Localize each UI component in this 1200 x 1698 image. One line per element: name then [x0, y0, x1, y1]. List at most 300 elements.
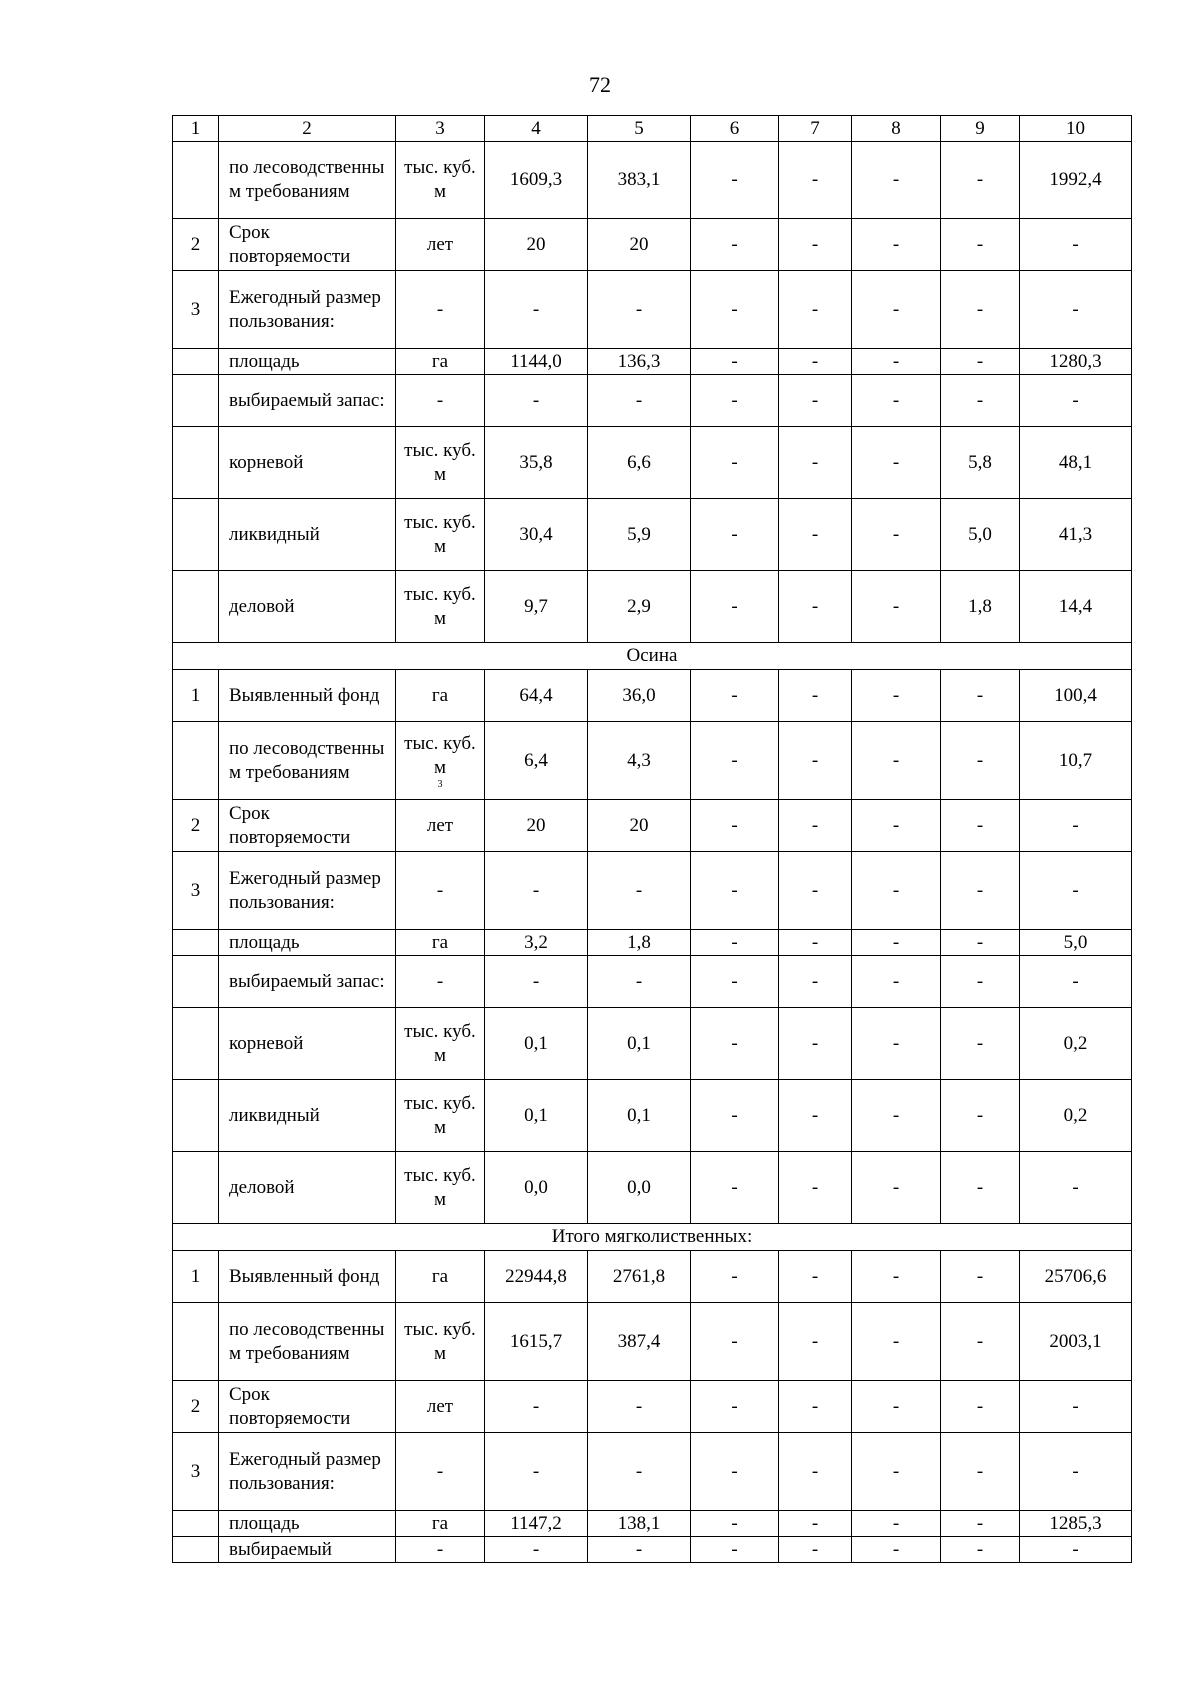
- cell-text: 3: [190, 1460, 201, 1482]
- table-cell: [219, 1537, 396, 1563]
- cell-text: 383,1: [617, 169, 661, 190]
- table-cell: [219, 1433, 396, 1511]
- cell-text: тыс. куб. м: [404, 732, 476, 778]
- table-cell: [485, 349, 588, 375]
- cell-text: -: [436, 1538, 444, 1560]
- table-cell: [852, 1303, 941, 1381]
- cell-text: -: [731, 595, 738, 617]
- cell-text: -: [532, 879, 540, 901]
- cell-text: выбираемый запас:: [229, 389, 385, 411]
- table-cell: [485, 375, 588, 427]
- table-row: [173, 427, 1132, 499]
- table-cell: [779, 271, 852, 349]
- table-cell: [779, 375, 852, 427]
- cell-text: 20: [526, 814, 546, 836]
- table-cell: [588, 571, 691, 643]
- column-header: 2: [219, 116, 396, 142]
- cell-text: тыс. куб. м: [404, 511, 476, 557]
- cell-text: тыс. куб. м: [404, 157, 476, 202]
- table-cell: [173, 1251, 219, 1303]
- table-cell: [691, 1381, 779, 1433]
- table-cell: [779, 219, 852, 271]
- table-cell: [485, 1303, 588, 1381]
- cell-text: 100,4: [1054, 684, 1097, 706]
- table-cell: [588, 1511, 691, 1537]
- cell-text: -: [976, 1104, 984, 1126]
- cell-text: 30,4: [519, 523, 553, 545]
- table-cell: [485, 956, 588, 1008]
- table-cell: [485, 219, 588, 271]
- table-cell: [219, 670, 396, 722]
- table-cell: [852, 271, 941, 349]
- table-cell: [396, 499, 485, 571]
- column-header: 7: [779, 116, 852, 142]
- table-cell: [588, 852, 691, 930]
- cell-text: 0,1: [524, 1104, 548, 1126]
- column-header: 4: [485, 116, 588, 142]
- cell-text: по лесоводственны м требованиям: [229, 157, 385, 202]
- table-cell: [396, 571, 485, 643]
- cell-text: Ежегодный размер пользования:: [229, 286, 381, 332]
- cell-text: -: [731, 1104, 738, 1126]
- cell-text: 4,3: [627, 749, 651, 771]
- table-row: [173, 375, 1132, 427]
- table-cell: [485, 722, 588, 800]
- cell-text: площадь: [229, 1512, 300, 1534]
- table-cell: [219, 956, 396, 1008]
- table-cell: [779, 1008, 852, 1080]
- cell-text: -: [731, 233, 738, 255]
- table-cell: [588, 375, 691, 427]
- table-cell: [941, 427, 1020, 499]
- table-cell: [485, 1251, 588, 1303]
- cell-text: 48,1: [1058, 451, 1093, 473]
- table-cell: [219, 427, 396, 499]
- cell-text: тыс. куб. м: [404, 1164, 476, 1210]
- table-cell: [173, 956, 219, 1008]
- table-row: [173, 349, 1132, 375]
- table-cell: [588, 1381, 691, 1433]
- cell-text: 1,8: [627, 931, 651, 953]
- cell-text: 136,3: [617, 350, 661, 372]
- cell-mark: 3: [437, 778, 443, 790]
- cell-text: 0,2: [1063, 1104, 1088, 1126]
- cell-text: 25706,6: [1044, 1265, 1107, 1287]
- cell-text: -: [811, 931, 819, 953]
- section-row: [173, 643, 1132, 670]
- cell-text: ликвидный: [229, 1104, 320, 1126]
- cell-text: -: [811, 1330, 819, 1352]
- table-cell: [1020, 349, 1132, 375]
- cell-text: -: [635, 389, 643, 411]
- cell-text: -: [635, 879, 643, 901]
- table-cell: [1020, 852, 1132, 930]
- table-cell: [852, 142, 941, 219]
- table-cell: [852, 1537, 941, 1563]
- cell-text: -: [892, 931, 900, 953]
- cell-text: -: [892, 1512, 900, 1534]
- cell-text: -: [731, 1176, 738, 1198]
- cell-text: 3: [190, 298, 201, 320]
- cell-text: площадь: [229, 350, 300, 372]
- cell-text: -: [811, 1265, 819, 1287]
- table-cell: [779, 571, 852, 643]
- cell-text: -: [731, 451, 738, 473]
- cell-text: -: [892, 169, 900, 190]
- cell-text: 1,8: [968, 595, 992, 617]
- table-cell: [588, 930, 691, 956]
- cell-text: лет: [426, 233, 454, 255]
- table-cell: [485, 142, 588, 219]
- table-cell: [219, 1381, 396, 1433]
- table-cell: [779, 956, 852, 1008]
- table-cell: [173, 722, 219, 800]
- table-cell: [219, 499, 396, 571]
- table-cell: [941, 1251, 1020, 1303]
- table-cell: [588, 499, 691, 571]
- table-cell: [691, 1303, 779, 1381]
- cell-text: 6,4: [524, 749, 548, 771]
- cell-text: 2: [190, 1395, 201, 1417]
- table-cell: [1020, 1251, 1132, 1303]
- table-cell: [173, 1152, 219, 1224]
- table-cell: [219, 722, 396, 800]
- cell-text: -: [731, 931, 738, 953]
- table-cell: [485, 1511, 588, 1537]
- table-cell: [485, 1381, 588, 1433]
- table-cell: [852, 1511, 941, 1537]
- table-cell: [941, 375, 1020, 427]
- table-row: [173, 670, 1132, 722]
- cell-text: 0,0: [524, 1176, 548, 1198]
- cell-text: -: [892, 749, 900, 771]
- cell-text: 2: [190, 233, 201, 255]
- table-cell: [396, 1537, 485, 1563]
- cell-text: -: [811, 523, 819, 545]
- table-cell: [779, 1537, 852, 1563]
- table-row: [173, 852, 1132, 930]
- cell-text: -: [731, 350, 738, 372]
- cell-text: га: [431, 1512, 449, 1534]
- cell-text: -: [892, 814, 900, 836]
- table-cell: [691, 1080, 779, 1152]
- cell-text: -: [532, 970, 540, 992]
- table-cell: [485, 571, 588, 643]
- cell-text: -: [1072, 1538, 1079, 1560]
- cell-text: -: [892, 1176, 900, 1198]
- table-cell: [779, 349, 852, 375]
- table-cell: [219, 930, 396, 956]
- table-cell: [1020, 1080, 1132, 1152]
- table-cell: [779, 427, 852, 499]
- cell-text: -: [892, 595, 900, 617]
- table-cell: [588, 1152, 691, 1224]
- table-cell: [588, 1008, 691, 1080]
- table-cell: [485, 670, 588, 722]
- table-cell: [691, 1433, 779, 1511]
- cell-text: -: [892, 1538, 900, 1560]
- cell-text: -: [1072, 814, 1079, 836]
- cell-text: -: [436, 298, 444, 320]
- table-cell: [852, 349, 941, 375]
- cell-text: -: [892, 970, 900, 992]
- cell-text: 0,0: [627, 1176, 651, 1198]
- cell-text: деловой: [229, 595, 295, 617]
- table-cell: [588, 1080, 691, 1152]
- table-row: [173, 722, 1132, 800]
- table-cell: [852, 956, 941, 1008]
- table-cell: [396, 930, 485, 956]
- table-cell: [173, 142, 219, 219]
- cell-text: корневой: [229, 1032, 304, 1054]
- cell-text: -: [976, 684, 984, 706]
- cell-text: га: [431, 684, 449, 706]
- table-cell: [941, 142, 1020, 219]
- cell-text: по лесоводственны м требованиям: [229, 737, 385, 783]
- table-cell: [852, 800, 941, 852]
- cell-text: -: [892, 298, 900, 320]
- cell-text: 138,1: [617, 1512, 661, 1534]
- table-cell: [779, 1251, 852, 1303]
- column-header: 6: [691, 116, 779, 142]
- cell-text: -: [892, 451, 900, 473]
- cell-text: 0,1: [524, 1032, 548, 1054]
- cell-text: тыс. куб. м: [404, 583, 476, 629]
- table-cell: [485, 852, 588, 930]
- table-cell: [396, 1303, 485, 1381]
- table-cell: [941, 1381, 1020, 1433]
- table-cell: [779, 142, 852, 219]
- cell-text: -: [811, 1538, 819, 1560]
- cell-text: деловой: [229, 1176, 295, 1198]
- table-cell: [219, 1152, 396, 1224]
- cell-text: тыс. куб. м: [404, 1318, 476, 1364]
- cell-text: 1: [190, 684, 201, 706]
- table-cell: [941, 1152, 1020, 1224]
- cell-text: 1280,3: [1049, 350, 1102, 372]
- table-cell: [173, 1008, 219, 1080]
- table-cell: [588, 1251, 691, 1303]
- cell-text: -: [731, 1538, 738, 1560]
- cell-text: -: [976, 350, 984, 372]
- cell-text: 14,4: [1058, 595, 1093, 617]
- table-cell: [779, 1511, 852, 1537]
- cell-text: -: [731, 523, 738, 545]
- table-cell: [779, 852, 852, 930]
- table-cell: [779, 1152, 852, 1224]
- table-cell: [852, 722, 941, 800]
- cell-text: 1615,7: [509, 1330, 563, 1352]
- table-cell: [852, 375, 941, 427]
- cell-text: корневой: [229, 451, 304, 473]
- cell-text: -: [811, 1460, 819, 1482]
- cell-text: -: [532, 1538, 540, 1560]
- cell-text: -: [892, 684, 900, 706]
- table-row: [173, 499, 1132, 571]
- cell-text: -: [436, 879, 444, 901]
- table-cell: [396, 1008, 485, 1080]
- page-number: 72: [589, 72, 611, 97]
- table-cell: [941, 1433, 1020, 1511]
- table-cell: [779, 1433, 852, 1511]
- table-cell: [219, 800, 396, 852]
- cell-text: -: [811, 389, 819, 411]
- cell-text: 5,8: [968, 451, 992, 473]
- cell-text: ликвидный: [229, 523, 320, 545]
- cell-text: 20: [526, 233, 546, 255]
- table-cell: [1020, 1303, 1132, 1381]
- table-cell: [941, 1080, 1020, 1152]
- cell-text: -: [532, 389, 540, 411]
- cell-text: 9,7: [524, 595, 548, 617]
- cell-text: -: [532, 1395, 540, 1417]
- cell-text: -: [976, 1512, 984, 1534]
- table-cell: [941, 670, 1020, 722]
- cell-text: -: [976, 1395, 984, 1417]
- table-cell: [396, 1381, 485, 1433]
- table-cell: [779, 930, 852, 956]
- table-cell: [173, 1303, 219, 1381]
- table-cell: [173, 427, 219, 499]
- table-cell: [219, 1080, 396, 1152]
- table-cell: [396, 1433, 485, 1511]
- table-cell: [173, 852, 219, 930]
- table-row: [173, 930, 1132, 956]
- cell-text: -: [731, 970, 738, 992]
- cell-text: 1144,0: [510, 350, 562, 372]
- table-cell: [588, 219, 691, 271]
- table-cell: [219, 219, 396, 271]
- table-cell: [1020, 271, 1132, 349]
- cell-text: -: [811, 1104, 819, 1126]
- table-cell: [485, 427, 588, 499]
- table-cell: [779, 722, 852, 800]
- table-cell: [691, 1251, 779, 1303]
- table-cell: [588, 722, 691, 800]
- cell-text: -: [892, 389, 900, 411]
- cell-text: га: [431, 1265, 449, 1287]
- table-cell: [396, 1152, 485, 1224]
- cell-text: -: [811, 1395, 819, 1417]
- cell-text: -: [811, 749, 819, 771]
- cell-text: -: [635, 970, 643, 992]
- column-header: 5: [588, 116, 691, 142]
- table-cell: [941, 571, 1020, 643]
- table-cell: [396, 800, 485, 852]
- table-cell: [396, 1511, 485, 1537]
- cell-text: -: [1072, 970, 1079, 992]
- cell-text: -: [731, 1460, 738, 1482]
- cell-text: -: [892, 233, 900, 255]
- table-cell: [173, 1511, 219, 1537]
- table-cell: [219, 1303, 396, 1381]
- cell-text: -: [811, 684, 819, 706]
- table-cell: [588, 349, 691, 375]
- table-row: [173, 1152, 1132, 1224]
- table-cell: [691, 956, 779, 1008]
- table-cell: [852, 1152, 941, 1224]
- cell-text: -: [976, 298, 984, 320]
- table-cell: [396, 219, 485, 271]
- table-cell: [588, 142, 691, 219]
- table-cell: [691, 499, 779, 571]
- cell-text: -: [811, 879, 819, 901]
- table-cell: [1020, 930, 1132, 956]
- cell-text: -: [976, 879, 984, 901]
- cell-text: по лесоводственны м требованиям: [229, 1318, 385, 1364]
- table-cell: [779, 1303, 852, 1381]
- table-cell: [173, 1433, 219, 1511]
- cell-text: -: [811, 970, 819, 992]
- cell-text: -: [1072, 298, 1079, 320]
- cell-text: -: [892, 1104, 900, 1126]
- section-title: Осина: [173, 643, 1132, 670]
- table-cell: [779, 800, 852, 852]
- column-header: 9: [941, 116, 1020, 142]
- cell-text: 10,7: [1058, 749, 1093, 771]
- table-cell: [691, 349, 779, 375]
- cell-text: -: [532, 1460, 540, 1482]
- cell-text: га: [431, 350, 449, 372]
- table-cell: [173, 1381, 219, 1433]
- table-cell: [691, 375, 779, 427]
- cell-text: -: [976, 1460, 984, 1482]
- cell-text: -: [892, 523, 900, 545]
- table-cell: [941, 349, 1020, 375]
- table-cell: [173, 670, 219, 722]
- table-cell: [173, 1080, 219, 1152]
- table-cell: [485, 1537, 588, 1563]
- cell-text: -: [892, 1395, 900, 1417]
- table-cell: [852, 499, 941, 571]
- cell-text: -: [635, 298, 643, 320]
- cell-text: -: [1072, 1395, 1079, 1417]
- table-cell: [1020, 142, 1132, 219]
- cell-text: -: [976, 814, 984, 836]
- cell-text: площадь: [229, 931, 300, 953]
- cell-text: -: [976, 169, 984, 190]
- table-cell: [852, 670, 941, 722]
- table-cell: [691, 852, 779, 930]
- table-cell: [1020, 427, 1132, 499]
- cell-text: 1285,3: [1049, 1512, 1102, 1534]
- cell-text: 0,2: [1063, 1032, 1088, 1054]
- cell-text: -: [892, 879, 900, 901]
- column-header: 1: [173, 116, 219, 142]
- table-cell: [173, 930, 219, 956]
- cell-text: -: [731, 1512, 738, 1534]
- table-cell: [691, 271, 779, 349]
- cell-text: -: [811, 233, 819, 255]
- cell-text: 5,0: [1063, 931, 1088, 953]
- table-row: [173, 142, 1132, 219]
- table-row: [173, 1303, 1132, 1381]
- table-cell: [396, 142, 485, 219]
- cell-text: 20: [629, 814, 649, 836]
- table-cell: [852, 1251, 941, 1303]
- table-cell: [852, 571, 941, 643]
- table-cell: [691, 571, 779, 643]
- cell-text: -: [731, 749, 738, 771]
- table-cell: [588, 956, 691, 1008]
- table-cell: [588, 1303, 691, 1381]
- table-cell: [219, 1251, 396, 1303]
- cell-text: -: [731, 169, 738, 190]
- table-cell: [1020, 1537, 1132, 1563]
- table-cell: [941, 271, 1020, 349]
- cell-text: -: [811, 1032, 819, 1054]
- cell-text: 36,0: [622, 684, 656, 706]
